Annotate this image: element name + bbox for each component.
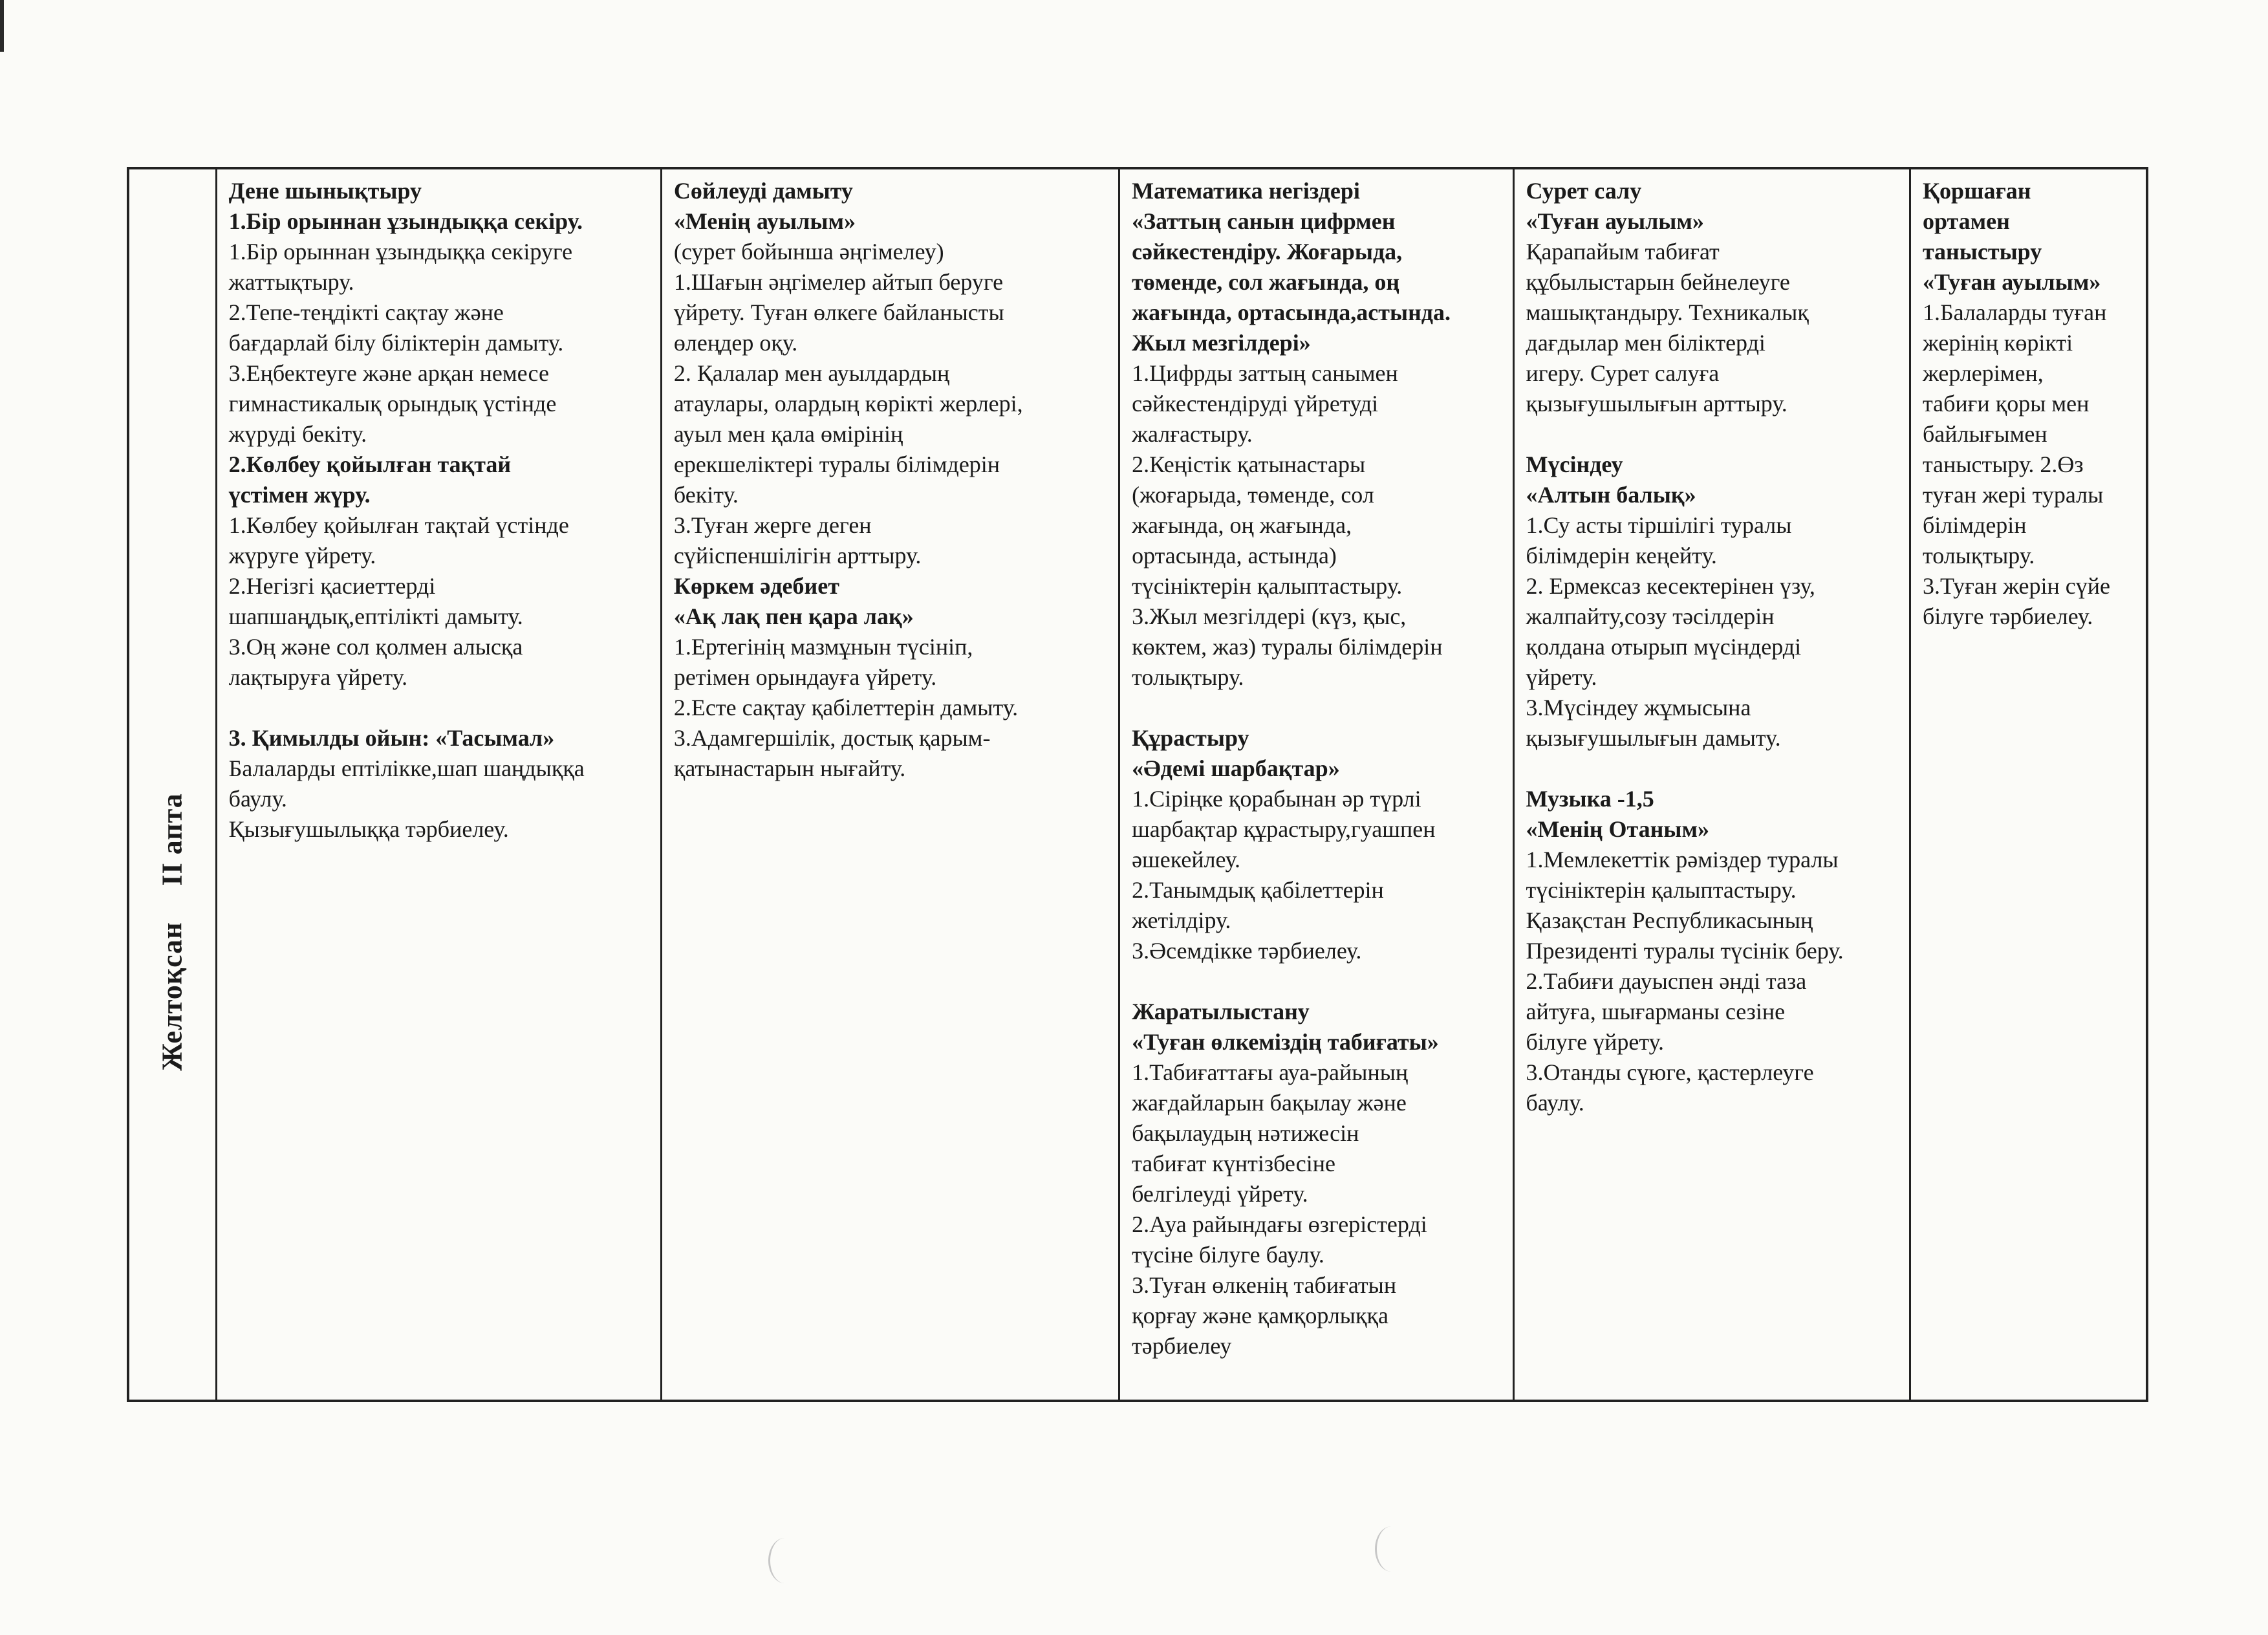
text-line: Жаратылыстану: [1132, 999, 1310, 1024]
text-line: 2.Тепе-теңдікті сақтау және: [228, 299, 504, 325]
text-line: Математика негіздері: [1132, 178, 1360, 204]
scan-smudge: [1375, 1526, 1408, 1572]
blank-line: [1132, 693, 1503, 723]
blank-line: [229, 693, 651, 723]
text-line: қызығушылығын дамыту.: [1526, 725, 1781, 751]
text-line: 3.Туған жерге деген: [673, 512, 872, 538]
text-line: ауыл мен қала өмірінің: [673, 421, 903, 447]
blank-line: [1132, 966, 1503, 997]
text-line: жүруді бекіту.: [228, 421, 367, 447]
text-line: шапшаңдық,ептілікті дамыту.: [228, 603, 523, 629]
text-line: 3.Туған өлкенің табиғатын: [1132, 1272, 1397, 1298]
text-line: Қазақстан Республикасының: [1526, 907, 1813, 933]
text-line: 1.Бір орыннан ұзындыққа секіру.: [228, 208, 583, 234]
text-line: жетілдіру.: [1132, 907, 1231, 933]
text-line: жалпайту,созу тәсілдерін: [1526, 603, 1775, 629]
text-line: білуге үйрету.: [1526, 1029, 1664, 1055]
text-line: түсіне білуге баулу.: [1132, 1242, 1324, 1268]
text-line: айтуға, шығарманы сезіне: [1526, 999, 1786, 1024]
text-line: бақылаудың нәтижесін: [1132, 1120, 1359, 1146]
text-line: жерлерімен,: [1922, 360, 2044, 386]
text-line: 1.Балаларды туған: [1922, 299, 2107, 325]
text-line: 3.Оң және сол қолмен алысқа: [228, 634, 523, 660]
text-line: қолдана отырып мүсіндерді: [1526, 634, 1802, 660]
text-line: баулу.: [228, 786, 287, 812]
column-text: [1911, 169, 2146, 638]
text-line: сәйкестендіру. Жоғарыда,: [1132, 239, 1403, 265]
text-line: жүруге үйрету.: [228, 543, 376, 568]
column-text: [217, 169, 660, 851]
weekly-plan-table: [127, 167, 2148, 1402]
text-line: 3.Адамгершілік, достық қарым-: [673, 725, 991, 751]
text-line: толықтыру.: [1132, 664, 1244, 690]
text-line: баулу.: [1526, 1090, 1584, 1116]
text-line: таныстыру. 2.Өз: [1922, 451, 2084, 477]
text-line: құбылыстарын бейнелеуге: [1526, 269, 1790, 295]
text-line: 2.Табиғи дауыспен әнді таза: [1526, 968, 1807, 994]
column-text: [1120, 169, 1512, 1368]
text-line: өлеңдер оқу.: [673, 330, 798, 356]
text-line: 1.Бір орыннан ұзындыққа секіруге: [228, 239, 573, 265]
text-line: қызығушылығын арттыру.: [1526, 391, 1787, 417]
text-line: таныстыру: [1922, 239, 2042, 265]
text-line: 1.Ертегінің мазмұнын түсініп,: [673, 634, 973, 660]
text-line: жағында, оң жағында,: [1132, 512, 1352, 538]
text-line: Қоршаған: [1922, 178, 2031, 204]
text-line: 2. Қалалар мен ауылдардың: [673, 360, 950, 386]
text-line: машықтандыру. Техникалық: [1526, 299, 1809, 325]
text-line: ерекшеліктері туралы білімдерін: [673, 451, 1000, 477]
text-line: «Туған ауылым»: [1922, 269, 2101, 295]
text-line: 1.Сіріңке қорабынан әр түрлі: [1132, 786, 1421, 812]
text-line: жағында, ортасында,астында.: [1132, 299, 1451, 325]
text-line: 1.Цифрды заттың санымен: [1132, 360, 1398, 386]
text-line: 3.Отанды сүюге, қастерлеуге: [1526, 1059, 1814, 1085]
text-line: түсініктерін қалыптастыру.: [1132, 573, 1403, 599]
text-line: төменде, сол жағында, оң: [1132, 269, 1400, 295]
text-line: 1.Шағын әңгімелер айтып беруге: [673, 269, 1004, 295]
text-line: қорғау және қамқорлыққа: [1132, 1303, 1388, 1328]
text-line: сүйіспеншілігін арттыру.: [673, 543, 922, 568]
text-line: үйрету.: [1526, 664, 1597, 690]
text-line: жалғастыру.: [1132, 421, 1253, 447]
text-line: гимнастикалық орындық үстінде: [228, 391, 557, 417]
text-line: «Алтын балық»: [1526, 482, 1696, 508]
text-line: Көркем әдебиет: [673, 573, 839, 599]
text-line: туған жері туралы: [1922, 482, 2104, 508]
text-line: Сурет салу: [1526, 178, 1642, 204]
text-line: үстімен жүру.: [228, 482, 371, 508]
blank-line: [1526, 753, 1900, 784]
text-line: Балаларды ептілікке,шап шаңдыққа: [228, 755, 585, 781]
text-line: дағдылар мен біліктерді: [1526, 330, 1766, 356]
scan-edge-mark: [0, 0, 4, 52]
text-line: бағдарлай білу біліктерін дамыту.: [228, 330, 564, 356]
column-text: [662, 169, 1118, 790]
text-line: Мүсіндеу: [1526, 451, 1623, 477]
text-line: 3.Жыл мезгілдері (күз, қыс,: [1132, 603, 1407, 629]
text-line: Дене шынықтыру: [228, 178, 422, 204]
text-line: жерінің көрікті: [1922, 330, 2073, 356]
text-line: түсініктерін қалыптастыру.: [1526, 877, 1797, 903]
text-line: 2.Негізгі қасиеттерді: [228, 573, 436, 599]
text-line: 2. Ермексаз кесектерінен үзу,: [1526, 573, 1815, 599]
text-line: ортасында, астында): [1132, 543, 1337, 568]
text-line: Сөйлеуді дамыту: [673, 178, 853, 204]
text-line: игеру. Сурет салуға: [1526, 360, 1720, 386]
text-line: жаттықтыру.: [228, 269, 354, 295]
month-label: Желтоқсан: [156, 922, 188, 1071]
text-line: 2.Кеңістік қатынастары: [1132, 451, 1366, 477]
text-line: атаулары, олардың көрікті жерлері,: [673, 391, 1023, 417]
text-line: Қарапайым табиғат: [1526, 239, 1720, 265]
physical-education-column: [217, 169, 662, 1400]
text-line: 1.Көлбеу қойылған тақтай үстінде: [228, 512, 569, 538]
text-line: білуге тәрбиелеу.: [1922, 603, 2093, 629]
text-line: 3.Әсемдікке тәрбиелеу.: [1132, 938, 1362, 964]
text-line: лақтыруға үйрету.: [228, 664, 408, 690]
blank-line: [1526, 419, 1900, 449]
week-label-cell: [129, 169, 217, 1400]
text-line: қатынастарын нығайту.: [673, 755, 906, 781]
text-line: табиғат күнтізбесіне: [1132, 1151, 1336, 1176]
scan-smudge: [768, 1538, 801, 1583]
text-line: ретімен орындауға үйрету.: [673, 664, 937, 690]
text-line: 2.Танымдық қабілеттерін: [1132, 877, 1384, 903]
environment-column: [1911, 169, 2146, 1400]
text-line: Құрастыру: [1132, 725, 1249, 751]
week-number-label: ІІ апта: [156, 793, 188, 886]
text-line: білімдерін кеңейту.: [1526, 543, 1717, 568]
text-line: байлығымен: [1922, 421, 2047, 447]
text-line: үйрету. Туған өлкеге байланысты: [673, 299, 1004, 325]
speech-development-column: [662, 169, 1120, 1400]
text-line: «Менің ауылым»: [673, 208, 856, 234]
text-line: 3. Қимылды ойын: «Тасымал»: [228, 725, 555, 751]
text-line: көктем, жаз) туралы білімдерін: [1132, 634, 1443, 660]
text-line: белгілеуді үйрету.: [1132, 1181, 1308, 1207]
week-label: [156, 779, 189, 1085]
text-line: Президенті туралы түсінік беру.: [1526, 938, 1844, 964]
text-line: 1.Табиғаттағы ауа-райының: [1132, 1059, 1409, 1085]
text-line: жағдайларын бақылау және: [1132, 1090, 1407, 1116]
text-line: 3.Туған жерін сүйе: [1922, 573, 2111, 599]
text-line: 1.Су асты тіршілігі туралы: [1526, 512, 1792, 538]
text-line: «Әдемі шарбақтар»: [1132, 755, 1340, 781]
text-line: «Туған өлкеміздің табиғаты»: [1132, 1029, 1439, 1055]
text-line: Жыл мезгілдері»: [1132, 330, 1311, 356]
text-line: ортамен: [1922, 208, 2010, 234]
column-text: [1515, 169, 1909, 1125]
text-line: «Менің Отаным»: [1526, 816, 1709, 842]
text-line: тәрбиелеу: [1132, 1333, 1232, 1359]
text-line: 3.Мүсіндеу жұмысына: [1526, 695, 1751, 720]
mathematics-column: [1120, 169, 1514, 1400]
text-line: 3.Еңбектеуге және арқан немесе: [228, 360, 549, 386]
text-line: әшекейлеу.: [1132, 847, 1241, 872]
drawing-music-column: [1515, 169, 1911, 1400]
text-line: табиғи қоры мен: [1922, 391, 2090, 417]
text-line: шарбақтар құрастыру,гуашпен: [1132, 816, 1436, 842]
text-line: «Туған ауылым»: [1526, 208, 1704, 234]
text-line: «Заттың санын цифрмен: [1132, 208, 1396, 234]
text-line: бекіту.: [673, 482, 739, 508]
text-line: 2.Есте сақтау қабілеттерін дамыту.: [673, 695, 1019, 720]
text-line: (жоғарыда, төменде, сол: [1132, 482, 1374, 508]
text-line: Музыка -1,5: [1526, 786, 1654, 812]
text-line: 2.Көлбеу қойылған тақтай: [228, 451, 512, 477]
text-line: сәйкестендіруді үйретуді: [1132, 391, 1379, 417]
text-line: 2.Ауа райындағы өзгерістерді: [1132, 1211, 1427, 1237]
text-line: білімдерін: [1922, 512, 2027, 538]
text-line: 1.Мемлекеттік рәміздер туралы: [1526, 847, 1839, 872]
text-line: толықтыру.: [1922, 543, 2035, 568]
text-line: «Ақ лақ пен қара лақ»: [673, 603, 914, 629]
text-line: Қызығушылыққа тәрбиелеу.: [228, 816, 509, 842]
text-line: (сурет бойынша әңгімелеу): [673, 239, 944, 265]
